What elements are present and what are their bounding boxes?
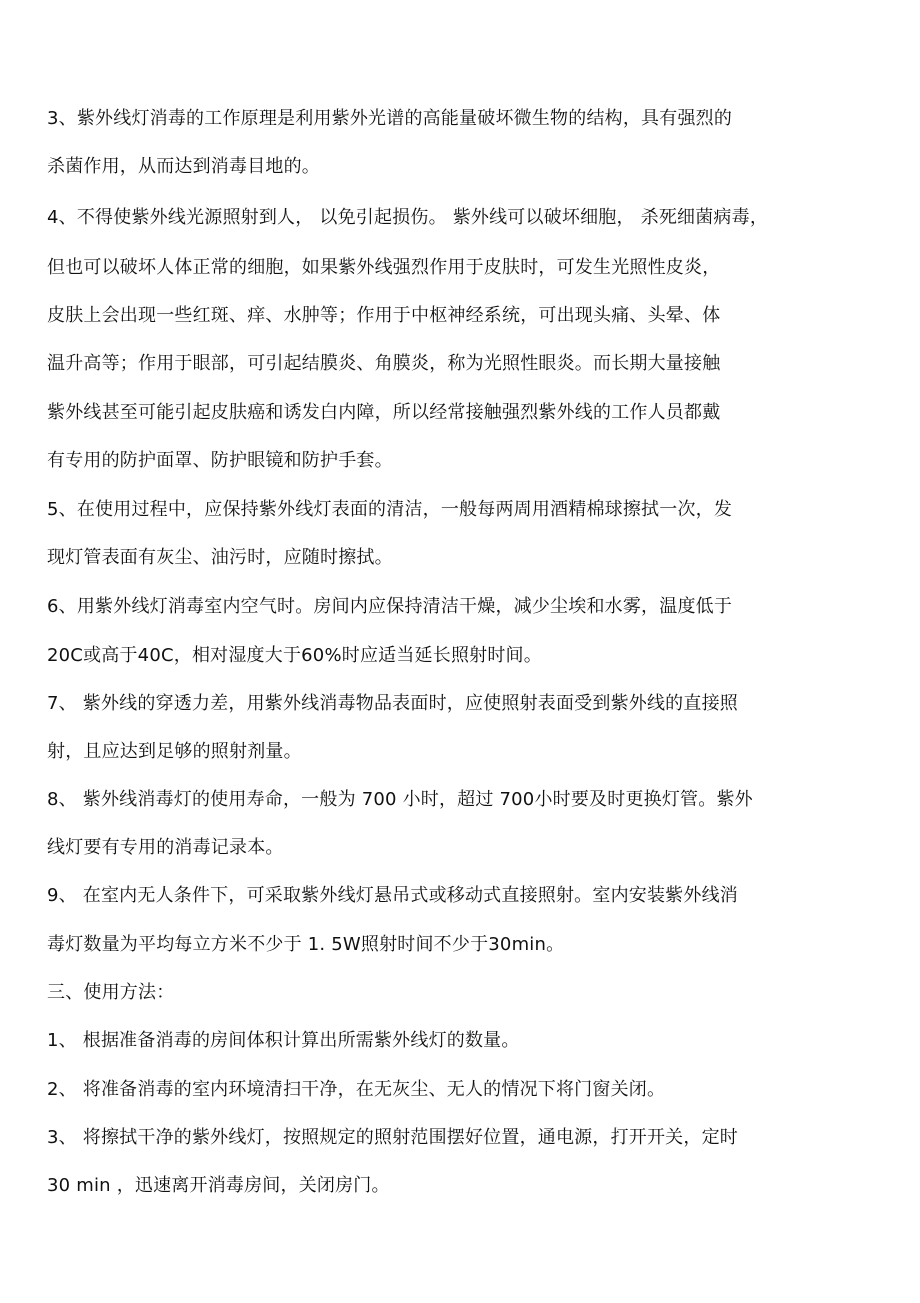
text-line-21: 2、 将准备消毒的室内环境清扫干净，在无灰尘、无人的情况下将门窗关闭。 [47, 1079, 666, 1100]
text-line-13: 7、 紫外线的穿透力差，用紫外线消毒物品表面时，应使照射表面受到紫外线的直接照 [47, 693, 738, 714]
text-line-14: 射，且应达到足够的照射剂量。 [47, 741, 302, 762]
text-line-8: 有专用的防护面罩、防护眼镜和防护手套。 [47, 450, 393, 471]
text-line-18: 毒灯数量为平均每立方米不少于 1. 5W照射时间不少于30min。 [47, 934, 565, 955]
text-line-23: 30 min ，迅速离开消毒房间，关闭房门。 [47, 1175, 390, 1196]
text-line-6: 温升高等；作用于眼部，可引起结膜炎、角膜炎，称为光照性眼炎。而长期大量接触 [47, 353, 721, 374]
text-line-10: 现灯管表面有灰尘、油污时，应随时擦拭。 [47, 547, 393, 568]
text-line-9: 5、在使用过程中，应保持紫外线灯表面的清洁，一般每两周用酒精棉球擦拭一次，发 [47, 499, 733, 520]
text-line-20: 1、 根据准备消毒的房间体积计算出所需紫外线灯的数量。 [47, 1030, 520, 1051]
text-line-22: 3、 将擦拭干净的紫外线灯，按照规定的照射范围摆好位置，通电源，打开开关，定时 [47, 1127, 738, 1148]
text-line-11: 6、用紫外线灯消毒室内空气时。房间内应保持清洁干燥，减少尘埃和水雾，温度低于 [47, 596, 733, 617]
text-line-16: 线灯要有专用的消毒记录本。 [47, 837, 284, 858]
text-line-4: 但也可以破坏人体正常的细胞，如果紫外线强烈作用于皮肤时，可发生光照性皮炎， [47, 257, 721, 278]
text-line-17: 9、 在室内无人条件下，可采取紫外线灯悬吊式或移动式直接照射。室内安装紫外线消 [47, 885, 738, 906]
text-line-12: 20C或高于40C，相对湿度大于60%时应适当延长照射时间。 [47, 645, 542, 666]
text-line-3: 4、不得使紫外线光源照射到人， 以免引起损伤。 紫外线可以破坏细胞， 杀死细菌病毒， [47, 207, 769, 228]
text-line-1: 3、紫外线灯消毒的工作原理是利用紫外光谱的高能量破坏微生物的结构，具有强烈的 [47, 108, 733, 129]
text-line-2: 杀菌作用，从而达到消毒目地的。 [47, 156, 320, 177]
text-line-15: 8、 紫外线消毒灯的使用寿命，一般为 700 小时，超过 700小时要及时更换灯管。紫外 [47, 789, 753, 810]
section-heading: 三、使用方法： [47, 982, 175, 1003]
text-line-5: 皮肤上会出现一些红斑、痒、水肿等；作用于中枢神经系统，可出现头痛、头晕、体 [47, 305, 721, 326]
text-line-7: 紫外线甚至可能引起皮肤癌和诱发白内障，所以经常接触强烈紫外线的工作人员都戴 [47, 402, 721, 423]
